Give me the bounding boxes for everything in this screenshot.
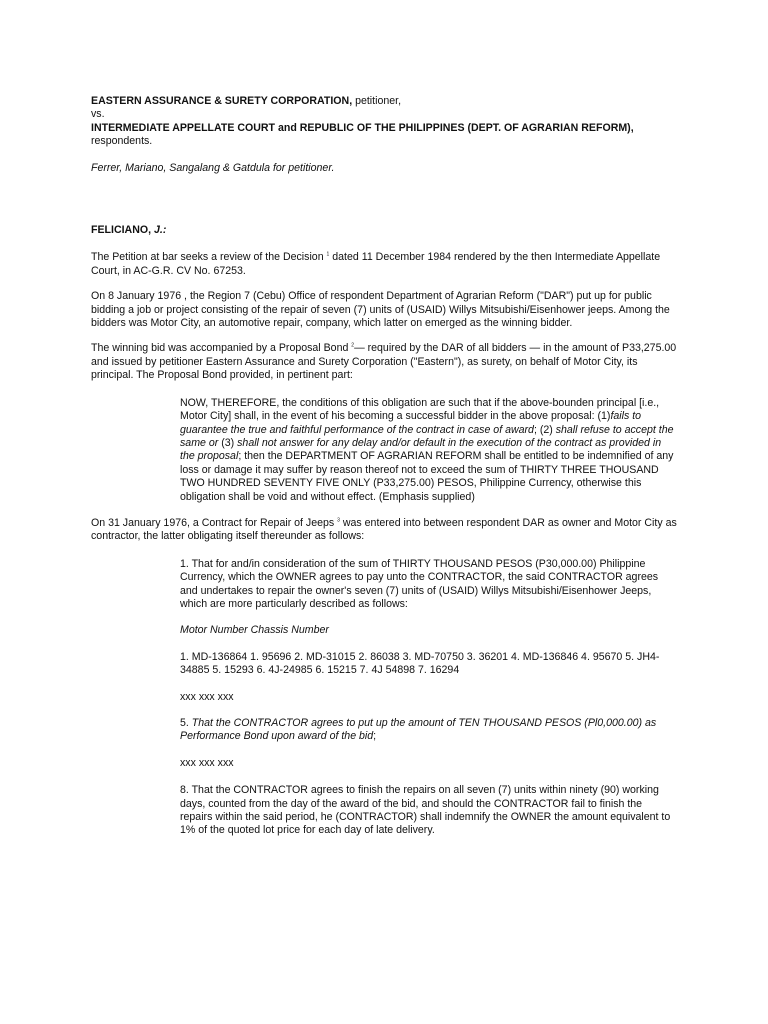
case-text bbox=[91, 95, 681, 838]
proposal-bond-quote bbox=[180, 397, 675, 504]
quote-text: ; then the DEPARTMENT OF AGRARIAN REFORM shall be entitled to be indemnified of any loss or damage it may suffer by reason thereof not to exceed the sum of THIRTY THREE THOUSAND TWO HUNDRED SEVENTY FIVE ONLY (P33,275.00) PESOS, Philippine Currency, otherwise this obligation shall be void and without effect. (Emphasis supplied) bbox=[180, 450, 674, 503]
petitioner-role: petitioner, bbox=[352, 95, 402, 107]
quote-text: ; (2) bbox=[533, 423, 556, 436]
respondents-name: INTERMEDIATE APPELLATE COURT and REPUBLIC OF THE PHILIPPINES (DEPT. OF AGRARIAN REFORM), bbox=[91, 121, 634, 134]
paragraph-3-text: The winning bid was accompanied by a Proposal Bond bbox=[91, 342, 352, 355]
item-5-text: That the CONTRACTOR agrees to put up the amount of TEN THOUSAND PESOS (Pl0,000.00) as Performance Bond upon award of the bid bbox=[180, 717, 657, 743]
petitioner-line bbox=[91, 95, 681, 108]
jeep-table-header: Motor Number Chassis Number bbox=[180, 624, 329, 637]
paragraph-4-text-end: was entered into between respondent DAR as owner and Motor City as contractor, the latter obligating itself thereunder as follows: bbox=[91, 516, 677, 543]
respondents-role: respondents. bbox=[91, 135, 153, 148]
omission-1: xxx xxx xxx bbox=[180, 690, 234, 703]
item-5-end: ; bbox=[373, 730, 377, 743]
paragraph-3-text-end: — required by the DAR of all bidders — in the amount of P33,275.00 and issued by petitioner Eastern Assurance and Surety Corporation ("Eastern"), as surety, on behalf of Motor City, its principal. The Proposal Bond provided, in pertinent part: bbox=[91, 342, 677, 382]
paragraph-2: On 8 January 1976 , the Region 7 (Cebu) Office of respondent Department of Agrarian Reform ("DAR") put up for public bidding a job or project consisting of the repair of seven (7) units of (USAID) Willys Mitsubishi/Eisenhower jeeps. Among the bidders was Motor City, an automotive repair, company, which latter on emerged as the winning bidder. bbox=[91, 290, 670, 330]
jeep-table-rows: 1. MD-136864 1. 95696 2. MD-31015 2. 86038 3. MD-70750 3. 36201 4. MD-136846 4. 95670 5. JH4-34885 5. 15293 6. 4J-24985 6. 15215 7. 4J 54898 7. 16294 bbox=[180, 650, 660, 677]
quote-emphasis: shall not answer for any delay and/or default in the execution of the contract as provided in the proposal bbox=[180, 436, 662, 463]
quote-emphasis: shall refuse to accept the same or bbox=[180, 423, 674, 449]
item-5-number: 5. bbox=[180, 717, 192, 729]
quote-text: NOW, THEREFORE, the conditions of this obligation are such that if the above-bounden principal [i.e., Motor City] shall, in the event of his becoming a successful bidder in the above proposal: (1) bbox=[180, 396, 660, 423]
footnote-ref-2[interactable]: 2 bbox=[351, 342, 355, 349]
paragraph-1-text: The Petition at bar seeks a review of the Decision bbox=[91, 251, 327, 264]
ponente bbox=[91, 224, 681, 237]
paragraph-4-text: On 31 January 1976, a Contract for Repair of Jeeps bbox=[91, 516, 338, 529]
quote-text: (3) bbox=[218, 436, 238, 449]
footnote-ref-3[interactable]: 3 bbox=[337, 517, 340, 524]
ponente-suffix: J.: bbox=[153, 224, 167, 237]
paragraph-3 bbox=[91, 342, 681, 382]
quote-emphasis: fails to guarantee the true and faithful performance of the contract in case of award bbox=[180, 410, 642, 436]
contract-item-1: 1. That for and/in consideration of the sum of THIRTY THOUSAND PESOS (P30,000.00) Philippine Currency, which the OWNER agrees to pay unto the CONTRACTOR, the said CONTRACTOR agrees and undertakes to repair the owner's seven (7) units of (USAID) Willys Mitsubishi/Eisenhower Jeeps, which are more particularly described as follows: bbox=[180, 557, 659, 610]
versus: vs. bbox=[91, 108, 105, 121]
petitioner-name: EASTERN ASSURANCE & SURETY CORPORATION, bbox=[91, 95, 353, 107]
footnote-ref-1[interactable]: 1 bbox=[326, 251, 330, 258]
contract-item-5 bbox=[180, 717, 675, 744]
contract-item-8: 8. That the CONTRACTOR agrees to finish the repairs on all seven (7) units within ninety (90) working days, counted from the day of the award of the bid, and should the CONTRACTOR fail to finish the repairs within the said period, he (CONTRACTOR) shall indemnify the OWNER the amount equivalent to 1% of the quoted lot price for each day of late delivery. bbox=[180, 784, 671, 837]
respondents-line bbox=[91, 122, 681, 149]
paragraph-4 bbox=[91, 517, 681, 544]
omission-2: xxx xxx xxx bbox=[180, 756, 234, 769]
paragraph-1 bbox=[91, 251, 681, 278]
paragraph-1-text-end: dated 11 December 1984 rendered by the then Intermediate Appellate Court, in AC-G.R. CV No. 67253. bbox=[91, 251, 661, 277]
counsel-line: Ferrer, Mariano, Sangalang & Gatdula for petitioner. bbox=[91, 161, 335, 174]
ponente-name: FELICIANO, bbox=[91, 224, 154, 237]
